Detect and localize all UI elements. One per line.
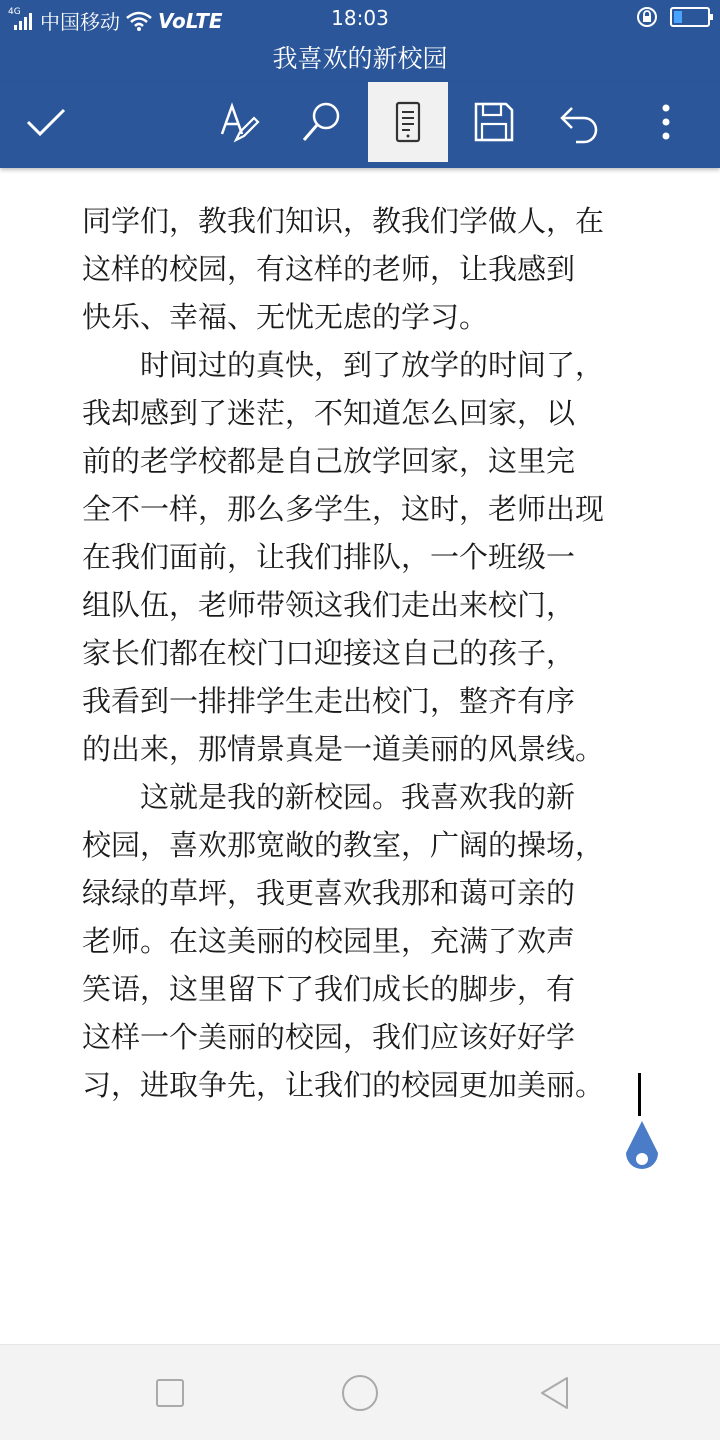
document-line: 组队伍，老师带领这我们走出来校门， — [82, 588, 576, 622]
more-vertical-icon — [656, 100, 676, 144]
carrier-name: 中国移动 — [40, 10, 120, 34]
more-options-button[interactable] — [626, 82, 706, 162]
document-line: 时间过的真快，到了放学的时间了， — [82, 348, 605, 382]
format-button[interactable] — [198, 82, 278, 162]
document-line: 我看到一排排学生走出校门，整齐有序 — [82, 684, 576, 718]
done-button[interactable] — [6, 82, 86, 162]
back-icon — [537, 1375, 573, 1411]
save-icon — [472, 100, 516, 144]
recent-apps-icon — [154, 1377, 186, 1409]
find-button[interactable] — [282, 82, 362, 162]
document-line: 全不一样，那么多学生，这时，老师出现 — [82, 492, 605, 526]
navigation-bar — [0, 1344, 720, 1440]
document-line: 这就是我的新校园。我喜欢我的新 — [82, 780, 576, 814]
check-icon — [24, 100, 68, 144]
status-right — [636, 6, 710, 28]
mobile-view-button[interactable] — [368, 82, 448, 162]
back-button[interactable] — [530, 1373, 580, 1413]
recent-apps-button[interactable] — [145, 1373, 195, 1413]
cursor-handle-icon[interactable] — [622, 1117, 662, 1183]
document-title: 我喜欢的新校园 — [0, 36, 720, 82]
document-line: 的出来，那情景真是一道美丽的风景线。 — [82, 732, 605, 766]
save-button[interactable] — [454, 82, 534, 162]
document-line: 在我们面前，让我们排队，一个班级一 — [82, 540, 576, 574]
search-icon — [300, 100, 344, 144]
document-line: 我却感到了迷茫，不知道怎么回家，以 — [82, 396, 576, 430]
undo-button[interactable] — [540, 82, 620, 162]
home-button[interactable] — [335, 1373, 385, 1413]
rotation-lock-icon — [636, 6, 658, 28]
document-line: 这样的校园，有这样的老师，让我感到 — [82, 252, 576, 286]
document-line: 前的老学校都是自己放学回家，这里完 — [82, 444, 576, 478]
toolbar — [0, 82, 720, 168]
network-tag: 4G — [8, 6, 21, 17]
status-bar — [0, 0, 720, 36]
battery-icon — [670, 7, 710, 27]
document-line: 绿绿的草坪，我更喜欢我那和蔼可亲的 — [82, 876, 576, 910]
undo-icon — [558, 100, 602, 144]
document-line: 快乐、幸福、无忧无虑的学习。 — [82, 300, 489, 334]
document-line: 这样一个美丽的校园，我们应该好好学 — [82, 1020, 576, 1054]
text-caret — [638, 1073, 641, 1116]
document-line: 习，进取争先，让我们的校园更加美丽。 — [82, 1068, 605, 1102]
document-line: 老师。在这美丽的校园里，充满了欢声 — [82, 924, 576, 958]
format-text-icon — [216, 100, 260, 144]
mobile-view-icon — [388, 100, 428, 144]
document-line: 同学们，教我们知识，教我们学做人，在 — [82, 204, 605, 238]
volte-label: VoLTE — [158, 8, 223, 33]
document-line: 校园，喜欢那宽敞的教室，广阔的操场， — [82, 828, 605, 862]
status-time: 18:03 — [331, 6, 389, 30]
home-icon — [340, 1373, 380, 1413]
document-body[interactable] — [82, 197, 642, 1109]
document-line: 家长们都在校门口迎接这自己的孩子， — [82, 636, 576, 670]
document-line: 笑语，这里留下了我们成长的脚步，有 — [82, 972, 576, 1006]
